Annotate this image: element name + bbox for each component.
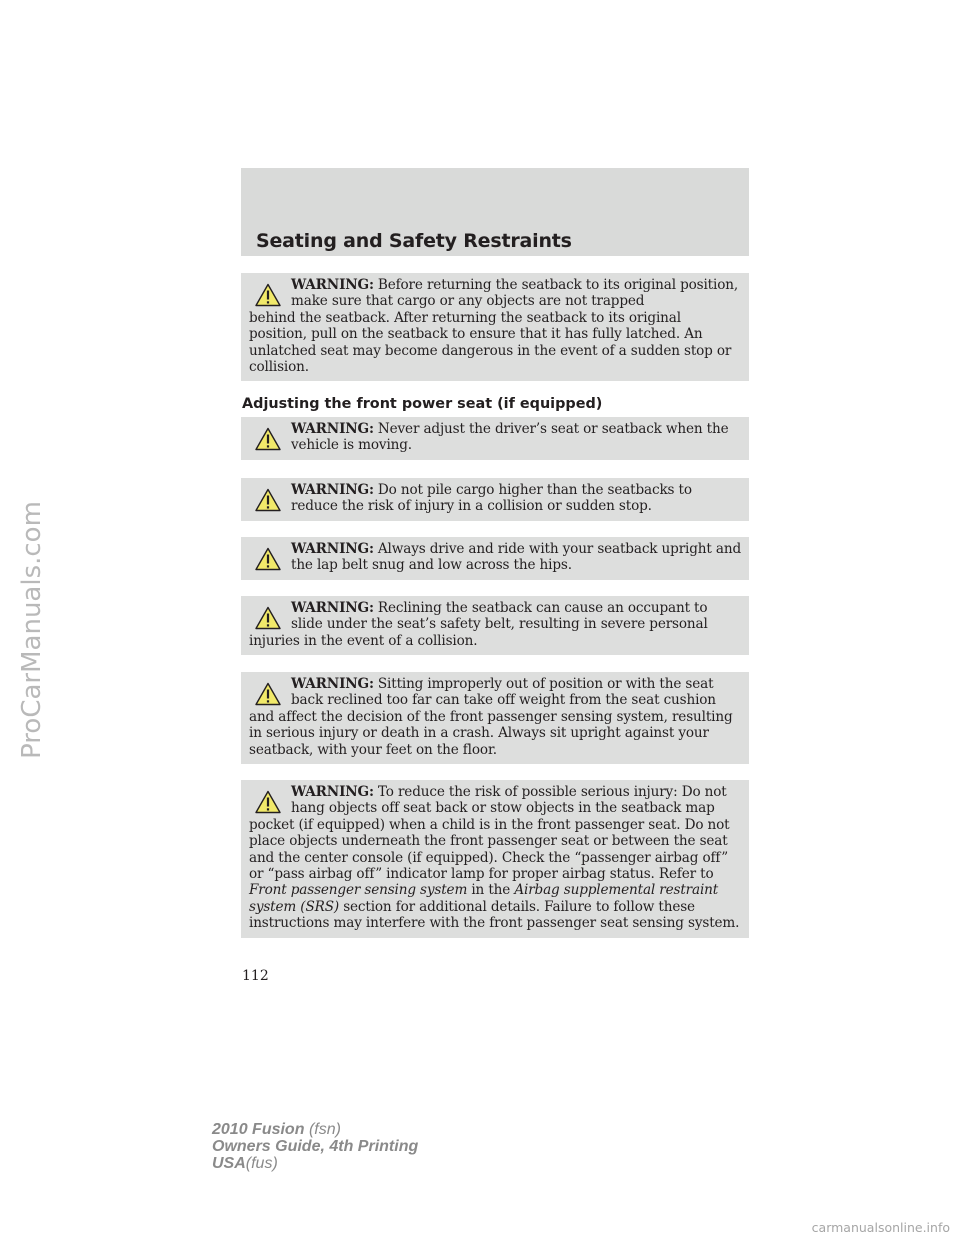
bottom-watermark: carmanualsonline.info (811, 1220, 950, 1235)
warning-text-rest-b: section for additional details. Failure to follow these instructions may interfere with the front passenger seat sensing system. (249, 898, 740, 932)
section-title: Seating and Safety Restraints (256, 230, 572, 252)
warning-text-lead: Before returning the seatback to its original position, make sure that cargo or any objects are not trapped (291, 277, 739, 310)
warning-text-lead: Sitting improperly out of position or with the seat back reclined too far can take off weight from the seat cushion (291, 676, 716, 709)
warning-text-lead: Always drive and ride with your seatback upright and the lap belt snug and low across the hips. (291, 541, 741, 574)
warning-triangle-icon (255, 682, 281, 706)
footer-model: 2010 Fusion (212, 1121, 305, 1138)
warning-box-6 (241, 672, 749, 764)
warning-text-lead: Do not pile cargo higher than the seatbacks to reduce the risk of injury in a collision or sudden stop. (291, 482, 692, 515)
warning-text-rest: behind the seatback. After returning the seatback to its original position, pull on the seatback to ensure that it has fully latched. An unlatched seat may become dangerous in the event of a sudden stop or collision. (249, 309, 732, 376)
side-watermark (8, 60, 56, 1200)
subheading: Adjusting the front power seat (if equipped) (242, 396, 603, 412)
warning-label: WARNING: (291, 676, 374, 692)
warning-box-1 (241, 273, 749, 381)
cross-reference-1: Front passenger sensing system (249, 882, 468, 899)
warning-label: WARNING: (291, 784, 374, 800)
section-header (241, 168, 749, 256)
warning-label: WARNING: (291, 482, 374, 498)
warning-triangle-icon (255, 790, 281, 814)
footer-market: USA (212, 1155, 246, 1172)
warning-box-7 (241, 780, 749, 938)
footer-edition: Owners Guide, 4th Printing (212, 1138, 419, 1155)
warning-text-lead: Reclining the seatback can cause an occupant to slide under the seat’s safety belt, resulting in severe personal (291, 600, 708, 633)
footer-market-code: (fus) (245, 1155, 278, 1172)
warning-triangle-icon (255, 606, 281, 630)
warning-text-rest-a: pocket (if equipped) when a child is in the front passenger seat. Do not place objects underneath the front passenger seat or between the seat and the center console (if equipped). Check the “passenger airbag off” or “pass airbag off” indicator lamp for proper airbag status. Refer to (249, 816, 730, 883)
warning-text-rest: and affect the decision of the front passenger sensing system, resulting in serious injury or death in a crash. Always sit upright against your seatback, with your feet on the floor. (249, 708, 733, 758)
warning-label: WARNING: (291, 541, 374, 557)
footer (212, 1121, 418, 1172)
footer-model-code: (fsn) (308, 1121, 341, 1138)
side-watermark-text: ProCarManuals.com (17, 501, 47, 759)
warning-box-5 (241, 596, 749, 655)
warning-text-lead: Never adjust the driver’s seat or seatback when the vehicle is moving. (291, 421, 729, 454)
warning-text-rest: injuries in the event of a collision. (249, 632, 478, 649)
cross-reference-2: Airbag supplemental restraint system (SRS) (249, 882, 719, 915)
warning-text-mid: in the (471, 882, 511, 899)
warning-triangle-icon (255, 427, 281, 451)
warning-triangle-icon (255, 283, 281, 307)
warning-box-2 (241, 417, 749, 460)
warning-box-4 (241, 537, 749, 580)
page-number: 112 (242, 968, 269, 984)
warning-box-3 (241, 478, 749, 521)
warning-label: WARNING: (291, 277, 374, 293)
warning-text-lead: To reduce the risk of possible serious injury: Do not hang objects off seat back or stow objects in the seatback map (291, 784, 727, 817)
warning-triangle-icon (255, 547, 281, 571)
warning-label: WARNING: (291, 600, 374, 616)
warning-triangle-icon (255, 488, 281, 512)
warning-label: WARNING: (291, 421, 374, 437)
